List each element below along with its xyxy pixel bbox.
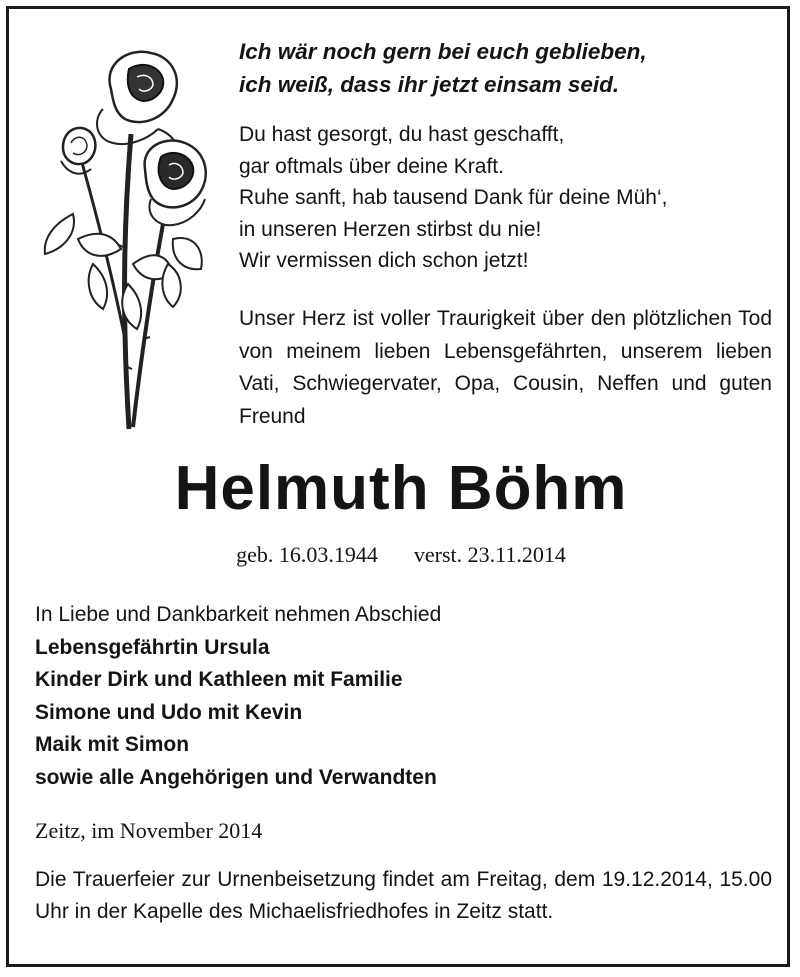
mourner-line: Simone und Udo mit Kevin — [35, 700, 303, 724]
motto — [239, 35, 779, 101]
mourner-line: Lebensgefährtin Ursula — [35, 635, 270, 659]
poem-line: gar oftmals über deine Kraft. — [239, 154, 504, 178]
poem-line: Wir vermissen dich schon jetzt! — [239, 249, 529, 272]
death-date: verst. 23.11.2014 — [413, 542, 566, 567]
poem — [239, 119, 779, 277]
announcement-text: Unser Herz ist voller Traurigkeit über den plötzlichen Tod von meinem lieben Lebensgefährten, unserem lieben Vati, Schwiegervater, Opa, Cousin, Neffen und guten Freund — [239, 307, 772, 428]
obituary-card — [6, 6, 790, 967]
funeral-notice: Die Trauerfeier zur Urnenbeisetzung findet am Freitag, dem 19.12.2014, 15.00 Uhr in der Kapelle des Michaelisfriedhofes in Zeitz statt. — [35, 868, 772, 923]
motto-line: ich weiß, dass ihr jetzt einsam seid. — [239, 72, 620, 97]
mourner-line: Maik mit Simon — [35, 733, 190, 756]
poem-line: in unseren Herzen stirbst du nie! — [239, 217, 542, 241]
mourners-list — [35, 599, 775, 794]
rose-illustration-icon — [33, 39, 213, 434]
mourner-line: sowie alle Angehörigen und Verwandten — [35, 765, 437, 789]
deceased-name: Helmuth Böhm — [174, 454, 628, 523]
poem-line: Ruhe sanft, hab tausend Dank für deine Müh‘, — [239, 186, 668, 209]
place-date: Zeitz, im November 2014 — [35, 818, 263, 843]
mourners-intro: In Liebe und Dankbarkeit nehmen Abschied — [35, 603, 442, 626]
life-dates — [9, 540, 793, 570]
poem-line: Du hast gesorgt, du hast geschafft, — [239, 123, 565, 146]
birth-date: geb. 16.03.1944 — [236, 542, 378, 567]
motto-line: Ich wär noch gern bei euch geblieben, — [239, 39, 647, 64]
mourner-line: Kinder Dirk und Kathleen mit Familie — [35, 668, 403, 691]
